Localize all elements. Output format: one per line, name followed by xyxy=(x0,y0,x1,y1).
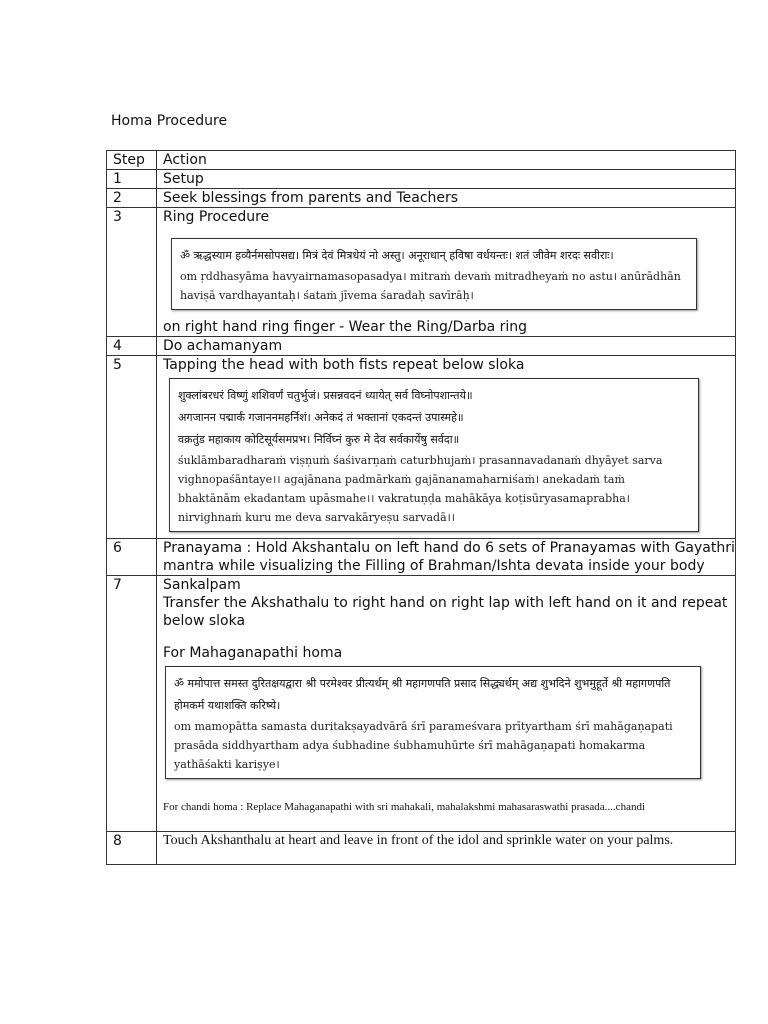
sloka-devanagari: ॐ ममोपात्त समस्त दुरितक्षयद्वारा श्री परमेश्वर प्रीत्यर्थम् श्री महागणपति प्रसाद सिद्ध्यर्थम् अद्य शुभदिने शुभमुहूर्ते श्री महागणपति होमकर्म यथाशक्ति करिष्ये। xyxy=(174,677,671,712)
spacer xyxy=(163,785,735,799)
step-action: Seek blessings from parents and Teachers xyxy=(157,189,736,208)
sloka-transliteration: om ṛddhasyāma havyairnamasopasadya। mitraṁ devaṁ mitradheyaṁ no astu। anūrādhān haviṣā vardhayantaḥ। śataṁ jīvema śaradaḥ savīrāḥ। xyxy=(180,270,681,302)
step-action: For Mahaganapathi homa xyxy=(163,645,343,661)
step-action: Transfer the Akshathalu to right hand on right lap with left hand on it and repeat below sloka xyxy=(163,595,728,629)
chandi-homa-note: For chandi homa : Replace Mahaganapathi with sri mahakali, mahalakshmi mahasaraswathi prasada....chandi xyxy=(163,801,646,813)
step-action: Pranayama : Hold Akshantalu on left hand do 6 sets of Pranayamas with Gayathri mantra while visualizing the Filling of Brahman/Ishta devata inside your body xyxy=(157,539,736,576)
step-number: 2 xyxy=(107,189,157,208)
table-header-row xyxy=(107,151,736,170)
table-row xyxy=(107,576,736,832)
sloka-box xyxy=(169,378,699,532)
step-number: 4 xyxy=(107,337,157,356)
step-number: 6 xyxy=(107,539,157,576)
spacer xyxy=(163,630,735,644)
step-action: Touch Akshanthalu at heart and leave in front of the idol and sprinkle water on your palms. xyxy=(157,832,736,865)
table-row xyxy=(107,539,736,576)
table-row xyxy=(107,170,736,189)
sloka-devanagari: वक्रतुंड महाकाय कोटिसूर्यसमप्रभ। निर्विघ्नं कुरु मे देव सर्वकार्येषु सर्वदा॥ xyxy=(178,433,460,446)
step-number: 1 xyxy=(107,170,157,189)
sloka-devanagari: अगजानन पद्मार्कं गजाननमहर्निशं। अनेकदं तं भक्तानां एकदन्तं उपास्महे॥ xyxy=(178,411,464,424)
header-step: Step xyxy=(107,151,157,170)
sloka-devanagari: शुक्लांबरधरं विष्णुं शशिवर्णं चतुर्भुजं। प्रसन्नवदनं ध्यायेत् सर्व विघ्नोपशान्तये॥ xyxy=(178,389,473,402)
page-title: Homa Procedure xyxy=(111,113,228,129)
step-action: Ring Procedure xyxy=(163,209,270,225)
header-action: Action xyxy=(157,151,736,170)
table-row xyxy=(107,208,736,337)
step-action: Sankalpam xyxy=(163,577,241,593)
sloka-transliteration: om mamopātta samasta duritakṣayadvārā śrī parameśvara prītyartham śrī mahāgaṇapati prasāda siddhyartham adya śubhadine śubhamuhūrte śrī mahāgaṇapati homakarma yathāśakti kariṣye। xyxy=(174,720,673,771)
table-row xyxy=(107,356,736,539)
step-action-cell xyxy=(157,356,736,539)
step-action: Setup xyxy=(157,170,736,189)
step-number: 8 xyxy=(107,832,157,865)
table-row xyxy=(107,337,736,356)
step-number: 3 xyxy=(107,208,157,337)
step-action-after: on right hand ring finger - Wear the Ring/Darba ring xyxy=(163,319,528,335)
table-row xyxy=(107,189,736,208)
step-action-cell xyxy=(157,208,736,337)
sloka-transliteration: śuklāmbaradharaṁ viṣṇuṁ śaśivarṇaṁ caturbhujaṁ। prasannavadanaṁ dhyāyet sarva vighnopaśāntaye।। agajānana padmārkaṁ gajānanamaharniśaṁ। anekadaṁ taṁ bhaktānām ekadantam upāsmahe।। vakratuṇḍa mahākāya koṭisūryasamaprabha। nirvighnaṁ kuru me deva sarvakāryeṣu sarvadā।। xyxy=(178,454,663,524)
step-number: 7 xyxy=(107,576,157,832)
table-row xyxy=(107,832,736,865)
step-action: Do achamanyam xyxy=(157,337,736,356)
sloka-devanagari: ॐ ऋद्धस्याम हव्यैर्नमसोपसद्य। मित्रं देवं मित्रधेयं नो अस्तु। अनूराधान् हविषा वर्धयन्तः। शतं जीवेम शरदः सवीराः। xyxy=(180,249,614,262)
sloka-box xyxy=(171,238,697,310)
homa-procedure-table xyxy=(106,150,736,865)
step-action-cell xyxy=(157,576,736,832)
sloka-box xyxy=(165,666,701,779)
step-number: 5 xyxy=(107,356,157,539)
step-action: Tapping the head with both fists repeat below sloka xyxy=(163,357,525,373)
